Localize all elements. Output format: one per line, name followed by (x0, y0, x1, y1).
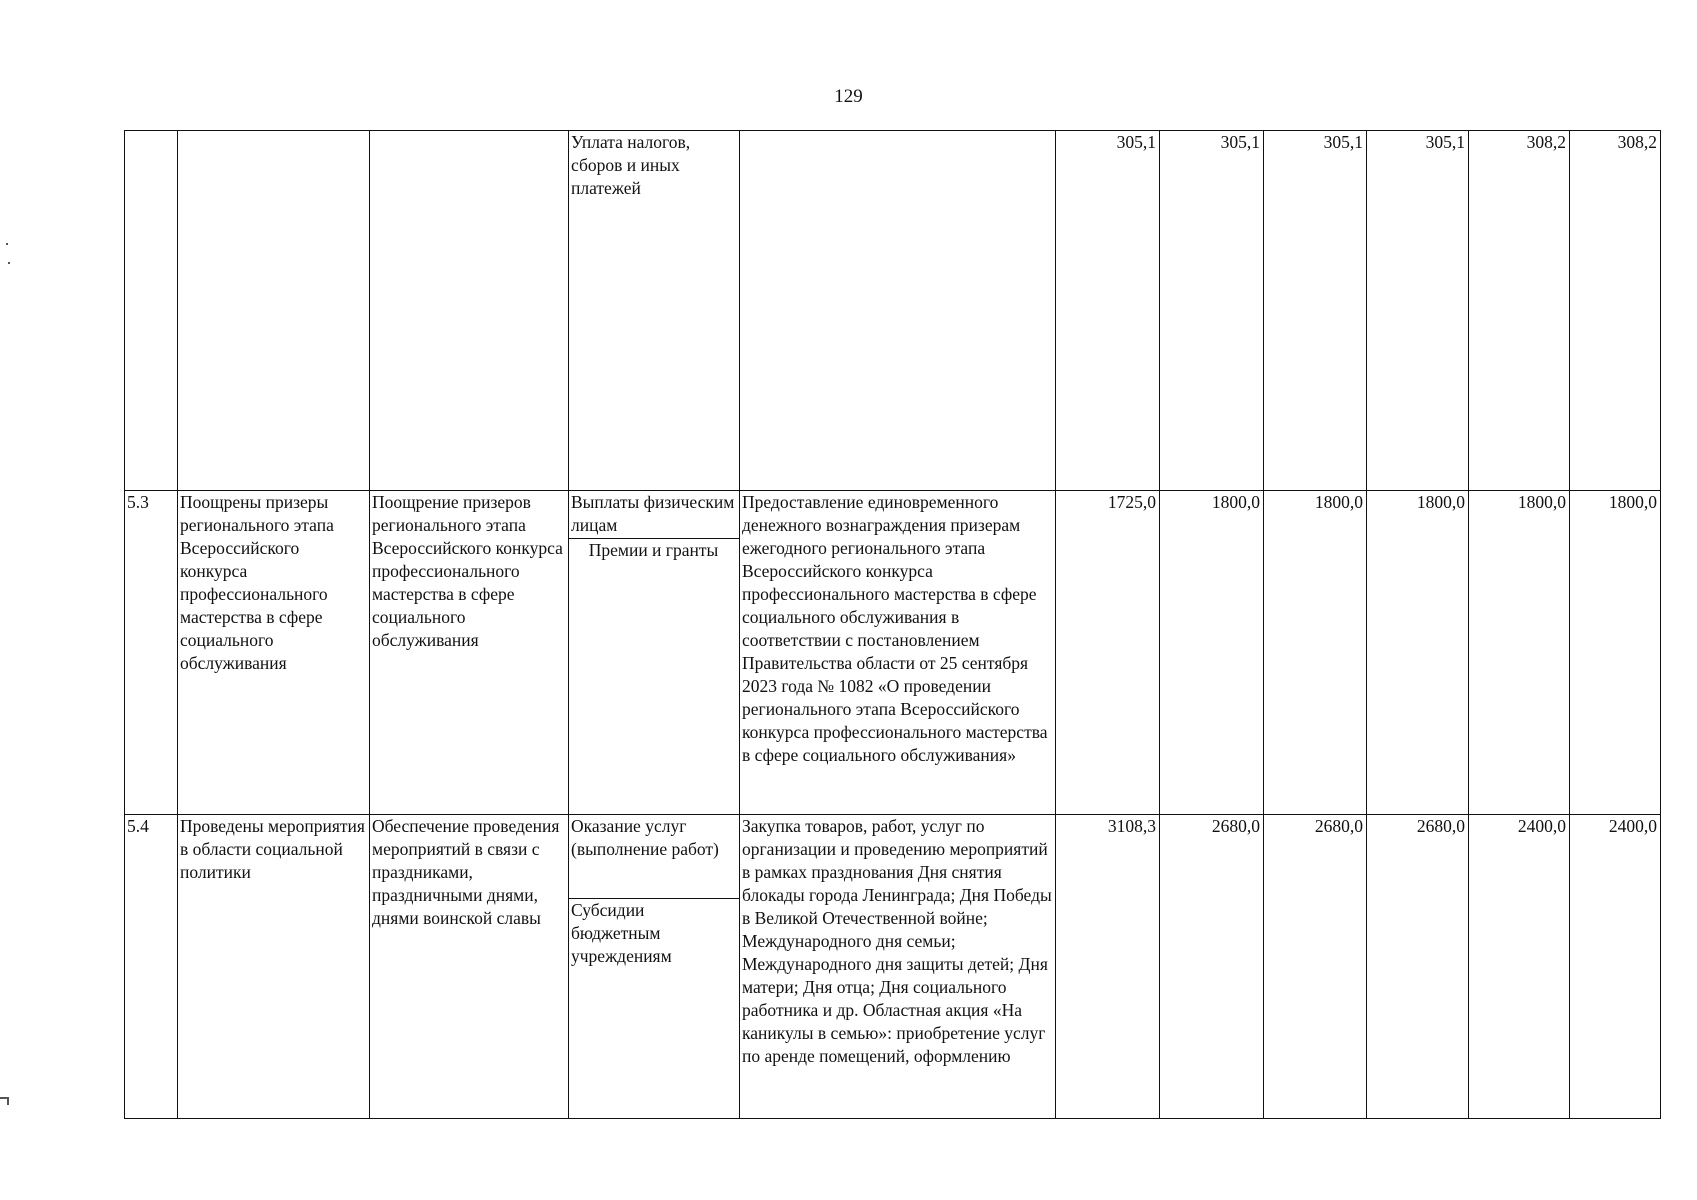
value-cell: 2680,0 (1367, 815, 1469, 1119)
result-cell (178, 131, 370, 491)
measure-cell: Обеспечение проведения мероприятий в связи с праздниками, праздничными днями, днями воинской славы (370, 815, 569, 1119)
measure-cell (370, 131, 569, 491)
description-cell (740, 131, 1056, 491)
row-index (125, 131, 178, 491)
scan-mark (7, 1097, 9, 1105)
value-cell: 1800,0 (1160, 491, 1264, 815)
page-number: 129 (834, 86, 863, 107)
row-index: 5.3 (125, 491, 178, 815)
value-cell: 1800,0 (1264, 491, 1367, 815)
value-cell: 2400,0 (1570, 815, 1661, 1119)
value-cell: 305,1 (1160, 131, 1264, 491)
description-cell: Предоставление единовременного денежного вознаграждения призерам ежегодного регионального этапа Всероссийского конкурса профессионального мастерства в сфере социального обслуживания в соответствии с постановлением Правительства области от 25 сентября 2023 года № 1082 «О проведении регионального этапа Всероссийского конкурса профессионального мастерства в сфере социального обслуживания» (740, 491, 1056, 815)
value-cell: 3108,3 (1056, 815, 1160, 1119)
value-cell: 2400,0 (1469, 815, 1570, 1119)
scan-mark (8, 262, 10, 264)
description-cell: Закупка товаров, работ, услуг по организации и проведению мероприятий в рамках празднования Дня снятия блокады города Ленинграда; Дня Победы в Великой Отечественной войне; Международного дня семьи; Международного дня защиты детей; Дня матери; Дня отца; Дня социального работника и др. Областная акция «На каникулы в семью»: приобретение услуг по аренде помещений, оформлению (740, 815, 1056, 1119)
table-row (125, 491, 1661, 539)
measure-cell: Поощрение призеров регионального этапа Всероссийского конкурса профессионального мастерства в сфере социального обслуживания (370, 491, 569, 815)
value-cell: 308,2 (1570, 131, 1661, 491)
value-cell: 308,2 (1469, 131, 1570, 491)
scan-mark (6, 243, 8, 245)
value-cell: 305,1 (1056, 131, 1160, 491)
row-index: 5.4 (125, 815, 178, 1119)
expense-type-cell: Субсидии бюджетным учреждениям (569, 899, 740, 1119)
expense-type-cell: Премии и гранты (569, 539, 740, 815)
value-cell: 1800,0 (1570, 491, 1661, 815)
value-cell: 1725,0 (1056, 491, 1160, 815)
value-cell: 305,1 (1264, 131, 1367, 491)
result-cell: Проведены мероприятия в области социальной политики (178, 815, 370, 1119)
table-row (125, 815, 1661, 899)
result-cell: Поощрены призеры регионального этапа Всероссийского конкурса профессионального мастерства в сфере социального обслуживания (178, 491, 370, 815)
budget-table (124, 130, 1661, 1119)
expense-type-cell: Оказание услуг (выполнение работ) (569, 815, 740, 899)
value-cell: 305,1 (1367, 131, 1469, 491)
value-cell: 1800,0 (1469, 491, 1570, 815)
value-cell: 2680,0 (1264, 815, 1367, 1119)
value-cell: 1800,0 (1367, 491, 1469, 815)
expense-type-cell: Выплаты физическим лицам (569, 491, 740, 539)
table-row (125, 131, 1661, 491)
expense-type-cell: Уплата налогов, сборов и иных платежей (569, 131, 740, 491)
value-cell: 2680,0 (1160, 815, 1264, 1119)
